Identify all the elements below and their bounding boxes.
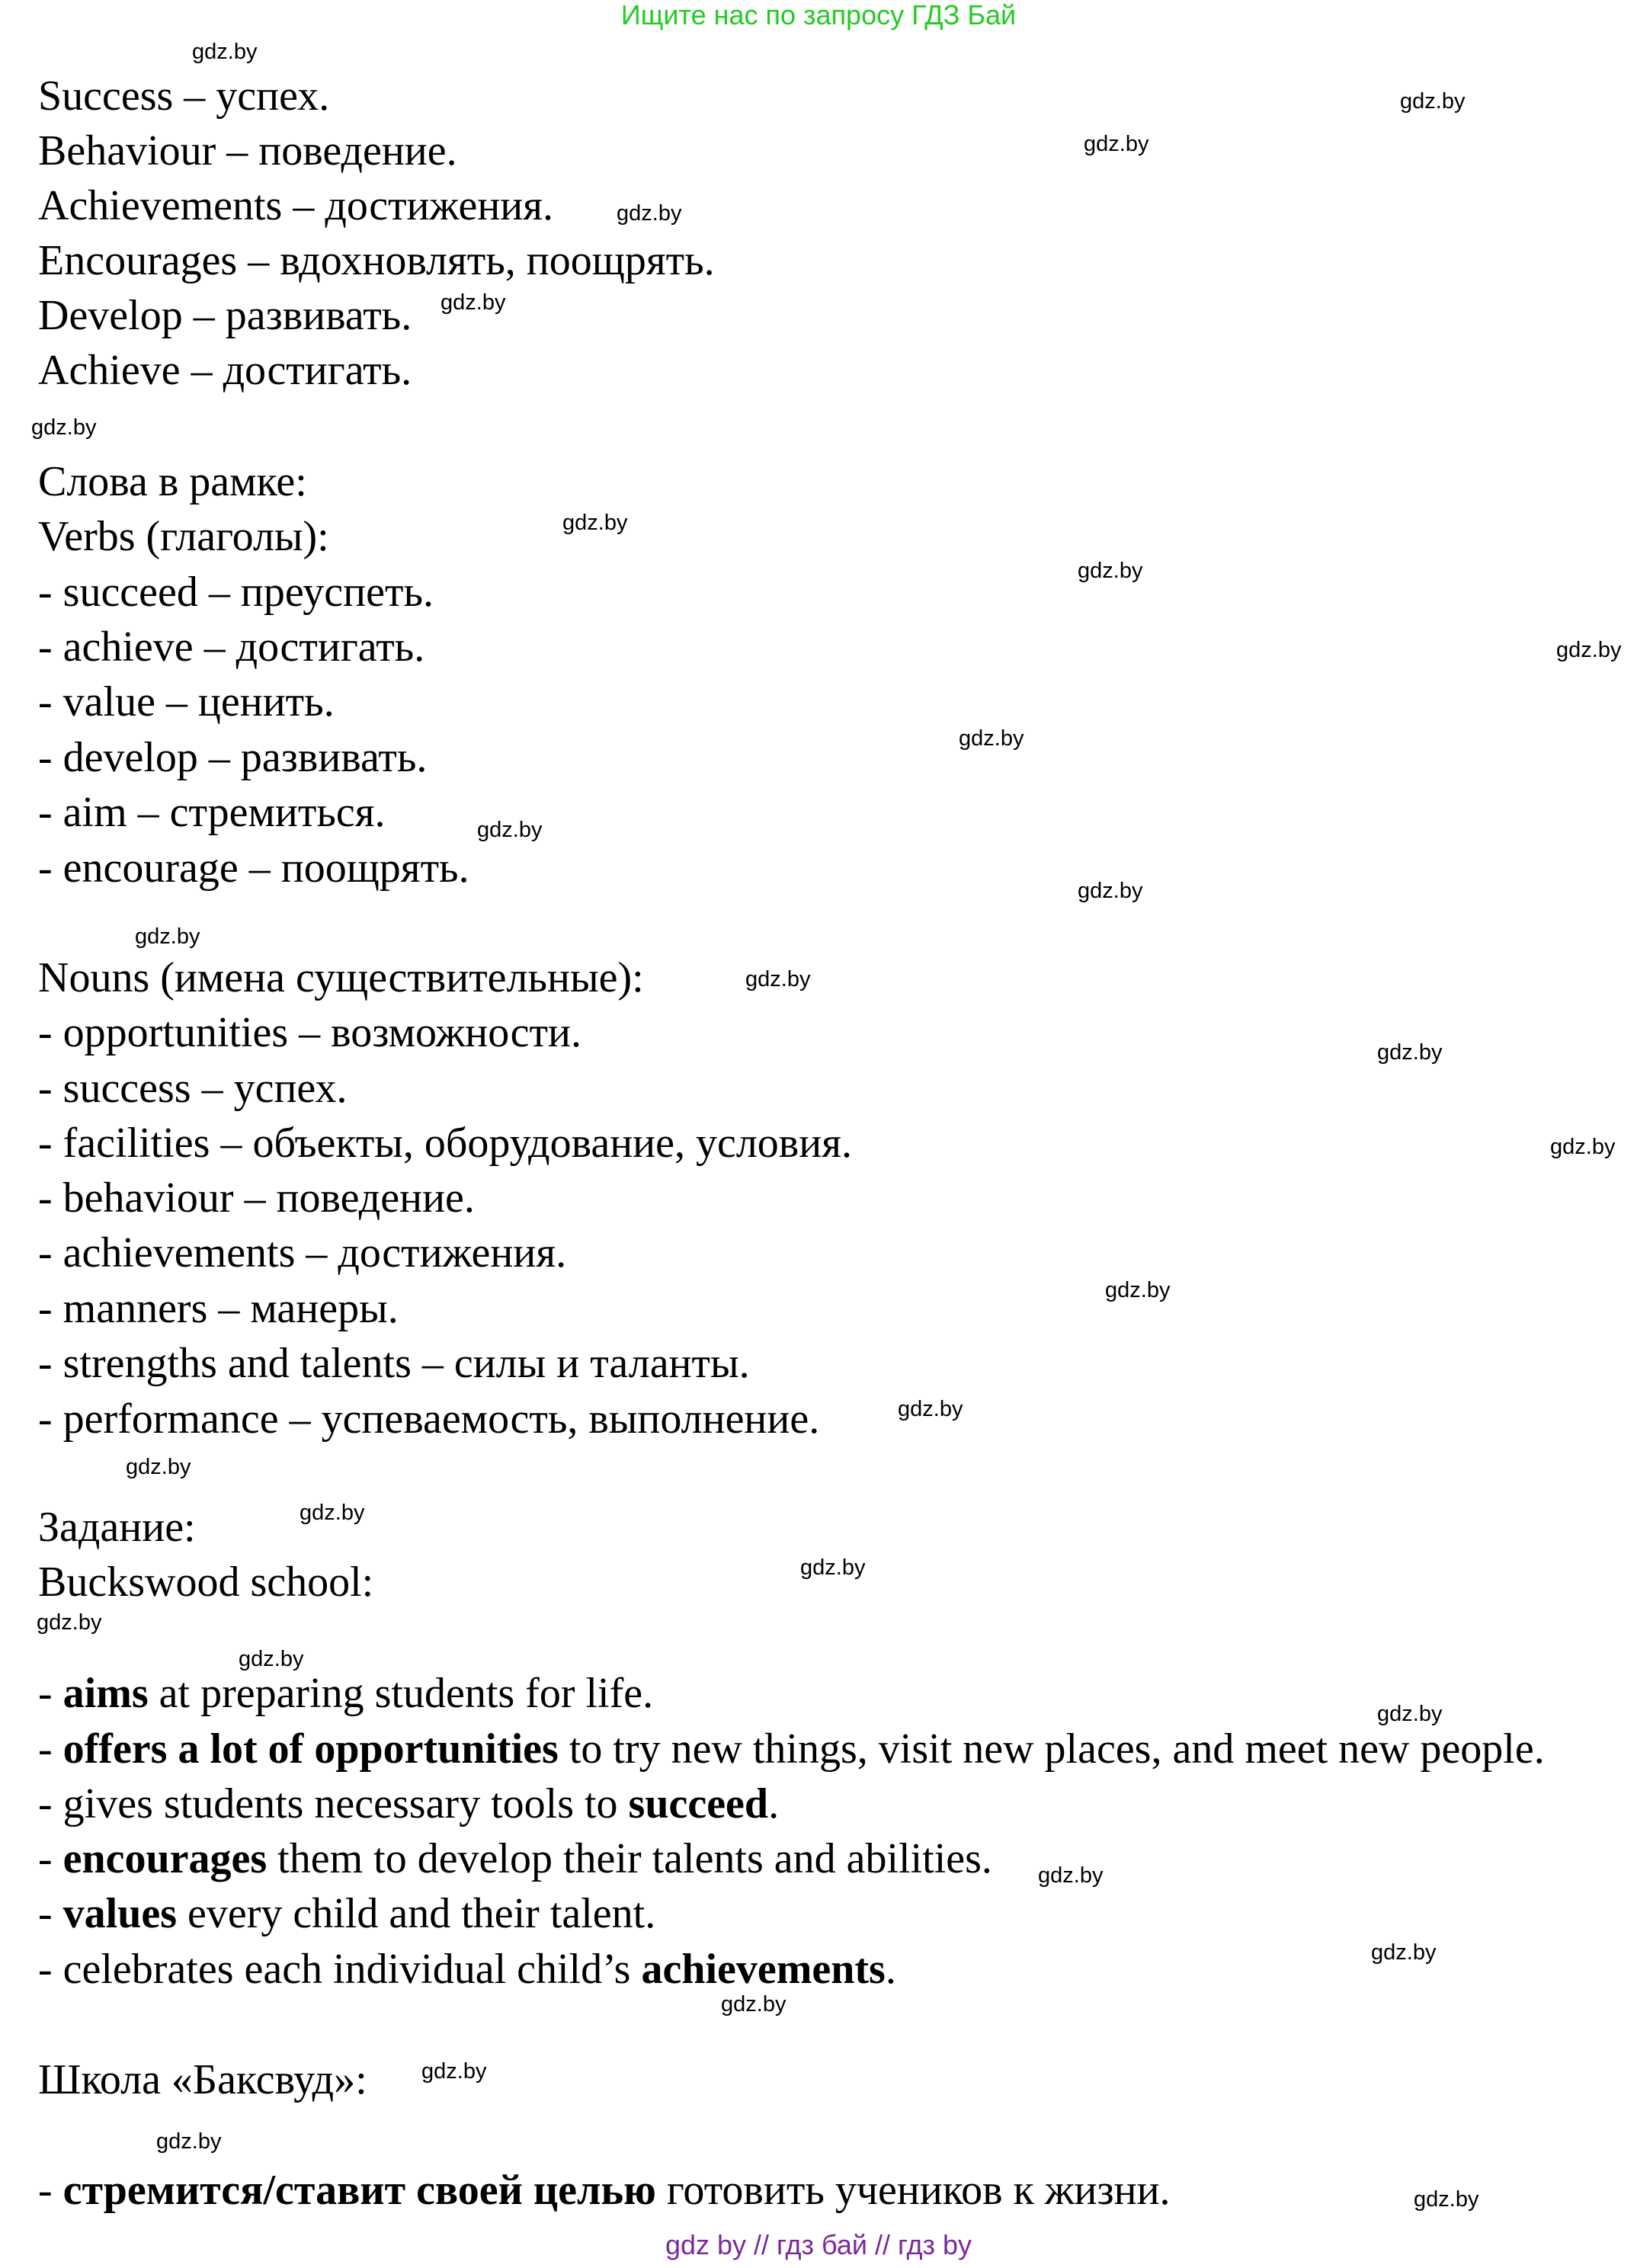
noun-item-5: - achievements – достижения. (38, 1229, 567, 1277)
watermark: gdz.by (1105, 1278, 1171, 1302)
watermark: gdz.by (421, 2059, 487, 2084)
watermark: gdz.by (192, 40, 258, 64)
school-ru-heading: Школа «Баксвуд»: (38, 2056, 367, 2103)
vocab-line-2: Behaviour – поведение. (38, 127, 457, 175)
top-banner: Ищите нас по запросу ГДЗ Бай (620, 0, 1017, 30)
box-title: Слова в рамке: (38, 458, 307, 505)
school-heading: Buckswood school: (38, 1558, 374, 1606)
watermark: gdz.by (617, 201, 682, 226)
vocab-line-1: Success – успех. (38, 72, 330, 120)
vocab-line-6: Achieve – достигать. (38, 347, 412, 394)
footer-links: gdz by // гдз бай // гдз by (665, 2229, 972, 2260)
watermark: gdz.by (1371, 1940, 1437, 1965)
verb-item-5: - aim – стремиться. (38, 789, 386, 836)
watermark: gdz.by (37, 1610, 102, 1635)
school-item-4: - encourages them to develop their talents and abilities. (38, 1835, 992, 1882)
watermark: gdz.by (959, 726, 1024, 751)
noun-item-8: - performance – успеваемость, выполнение. (38, 1395, 820, 1443)
verb-item-1: - succeed – преуспеть. (38, 569, 434, 616)
noun-item-6: - manners – манеры. (38, 1285, 399, 1332)
noun-item-2: - success – успех. (38, 1065, 348, 1112)
school-item-3: - gives students necessary tools to succeed. (38, 1780, 780, 1828)
task-heading: Задание: (38, 1504, 196, 1551)
watermark: gdz.by (1078, 879, 1143, 903)
watermark: gdz.by (135, 924, 200, 949)
school-item-6: - celebrates each individual child’s achievements. (38, 1946, 896, 1993)
watermark: gdz.by (1414, 2187, 1479, 2212)
school-ru-item-1: - стремится/ставит своей целью готовить учеников к жизни. (38, 2167, 1171, 2214)
watermark: gdz.by (477, 818, 543, 842)
verb-item-6: - encourage – поощрять. (38, 844, 469, 892)
watermark: gdz.by (745, 967, 811, 991)
noun-item-4: - behaviour – поведение. (38, 1174, 475, 1222)
watermark: gdz.by (31, 415, 97, 440)
noun-item-1: - opportunities – возможности. (38, 1009, 581, 1056)
vocab-line-5: Develop – развивать. (38, 292, 412, 339)
nouns-heading: Nouns (имена существительные): (38, 954, 644, 1001)
verb-item-2: - achieve – достигать. (38, 623, 425, 671)
watermark: gdz.by (1038, 1863, 1104, 1888)
verbs-heading: Verbs (глаголы): (38, 513, 329, 560)
watermark: gdz.by (1550, 1135, 1616, 1159)
watermark: gdz.by (721, 1992, 786, 2017)
watermark: gdz.by (898, 1397, 963, 1421)
noun-item-7: - strengths and talents – силы и таланты. (38, 1340, 750, 1387)
watermark: gdz.by (1377, 1702, 1443, 1726)
watermark: gdz.by (239, 1647, 304, 1671)
school-item-2: - offers a lot of opportunities to try new things, visit new places, and meet new people. (38, 1725, 1545, 1773)
school-item-5: - values every child and their talent. (38, 1890, 656, 1937)
watermark: gdz.by (156, 2129, 222, 2154)
watermark: gdz.by (1084, 132, 1149, 156)
watermark: gdz.by (1556, 638, 1622, 662)
verb-item-3: - value – ценить. (38, 678, 335, 726)
school-item-1: - aims at preparing students for life. (38, 1670, 654, 1717)
watermark: gdz.by (1078, 559, 1143, 583)
watermark: gdz.by (800, 1555, 866, 1580)
noun-item-3: - facilities – объекты, оборудование, условия. (38, 1120, 852, 1167)
watermark: gdz.by (1377, 1040, 1443, 1065)
watermark: gdz.by (562, 511, 628, 535)
watermark: gdz.by (126, 1455, 191, 1479)
watermark: gdz.by (300, 1501, 365, 1525)
watermark: gdz.by (1400, 89, 1466, 114)
vocab-line-3: Achievements – достижения. (38, 182, 554, 229)
vocab-line-4: Encourages – вдохновлять, поощрять. (38, 237, 715, 284)
verb-item-4: - develop – развивать. (38, 734, 428, 781)
watermark: gdz.by (440, 290, 506, 315)
